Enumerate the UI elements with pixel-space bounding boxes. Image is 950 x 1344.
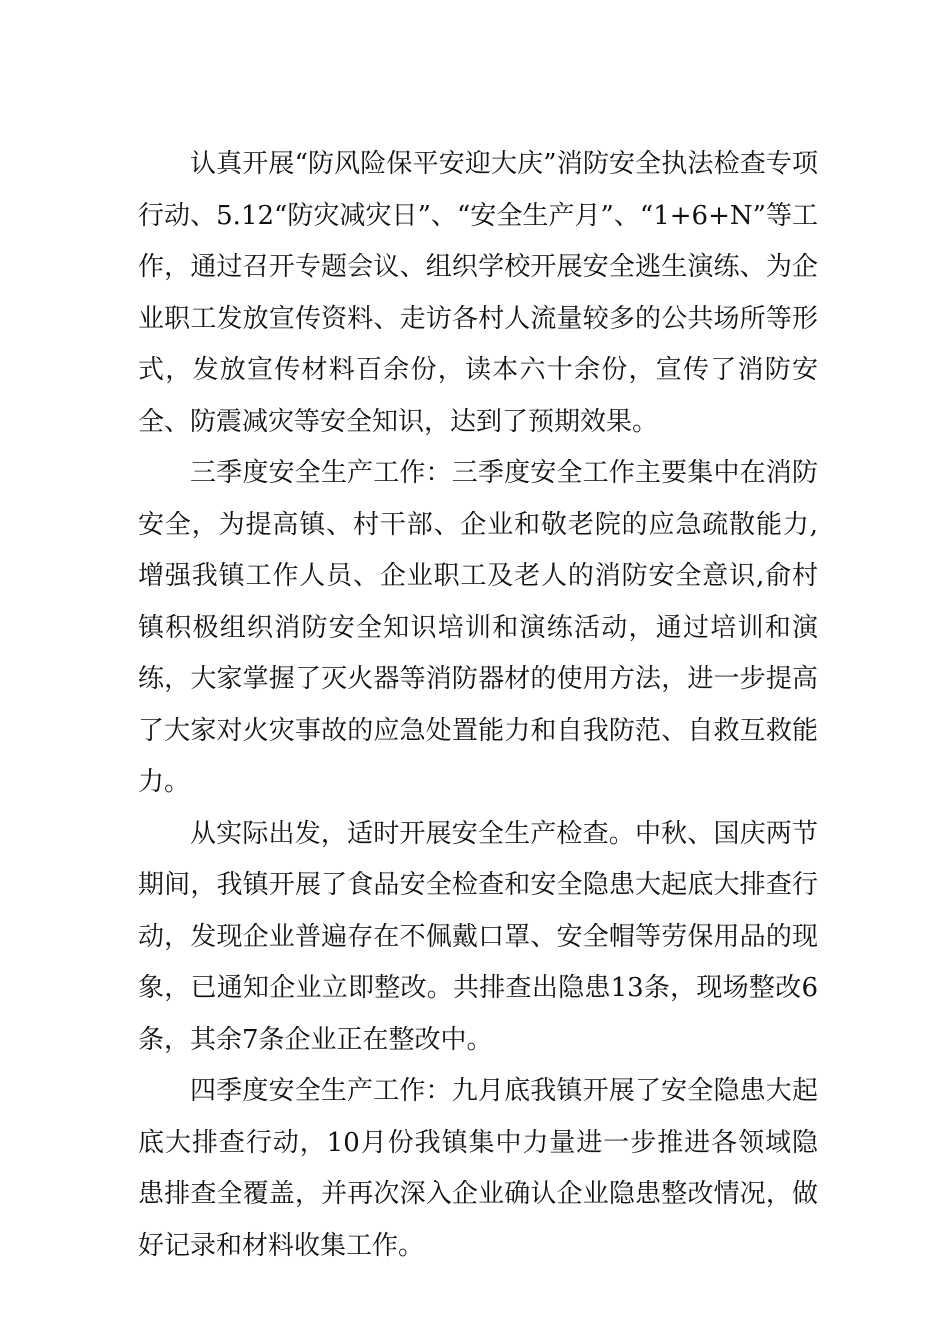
document-page bbox=[138, 139, 818, 1272]
paragraph-fourth-quarter: 四季度安全生产工作：九月底我镇开展了安全隐患大起底大排查行动，10月份我镇集中力量进一步推进各领域隐患排查全覆盖，并再次深入企业确认企业隐患整改情况，做好记录和材料收集工作。 bbox=[138, 1076, 818, 1261]
paragraph-third-quarter: 三季度安全生产工作：三季度安全工作主要集中在消防安全，为提高镇、村干部、企业和敬老院的应急疏散能力,增强我镇工作人员、企业职工及老人的消防安全意识,俞村镇积极组织消防安全知识培训和演练活动，通过培训和演练，大家掌握了灭火器等消防器材的使用方法，进一步提高了大家对火灾事故的应急处置能力和自我防范、自救互救能力。 bbox=[138, 458, 818, 797]
paragraph-holiday-inspection: 从实际出发，适时开展安全生产检查。中秋、国庆两节期间，我镇开展了食品安全检查和安全隐患大起底大排查行动，发现企业普遍存在不佩戴口罩、安全帽等劳保用品的现象，已通知企业立即整改。共排查出隐患13条，现场整改6条，其余7条企业正在整改中。 bbox=[138, 818, 818, 1055]
paragraph-publicity: 认真开展“防风险保平安迎大庆”消防安全执法检查专项行动、5.12“防灾减灾日”、“安全生产月”、“1+6+N”等工作，通过召开专题会议、组织学校开展安全逃生演练、为企业职工发放宣传资料、走访各村人流量较多的公共场所等形式，发放宣传材料百余份，读本六十余份，宣传了消防安全、防震减灾等安全知识，达到了预期效果。 bbox=[138, 149, 818, 437]
